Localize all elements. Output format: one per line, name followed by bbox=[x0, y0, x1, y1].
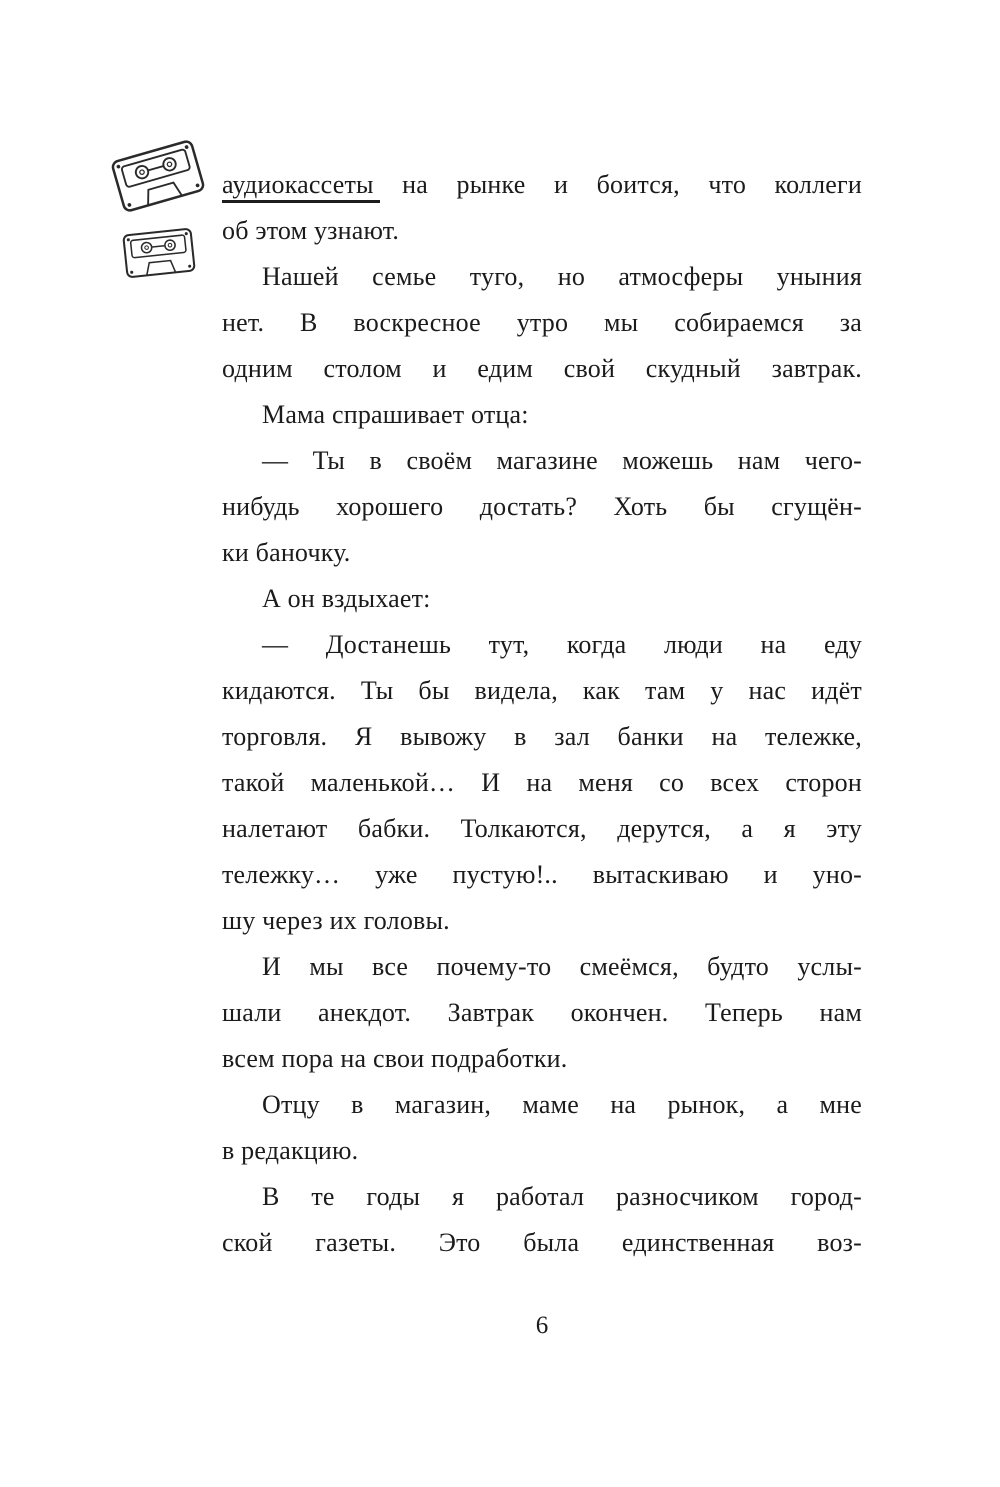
text-segment: ки баночку. bbox=[222, 538, 351, 567]
text-segment: Отцу в магазин, маме на рынок, а мне bbox=[262, 1090, 862, 1119]
text-segment: всем пора на свои подработки. bbox=[222, 1044, 568, 1073]
text-segment: такой маленькой… И на меня со всех сторон bbox=[222, 768, 862, 797]
text-segment: Нашей семье туго, но атмосферы уныния bbox=[262, 262, 862, 291]
cassette-tape-icon bbox=[118, 226, 200, 280]
text-segment: на рынке и боится, что коллеги bbox=[373, 170, 862, 199]
text-line bbox=[222, 1220, 862, 1266]
text-line bbox=[222, 392, 862, 438]
text-segment: об этом узнают. bbox=[222, 216, 400, 245]
text-segment: нет. В воскресное утро мы собираемся за bbox=[222, 308, 862, 337]
text-line bbox=[222, 622, 862, 668]
text-segment: — Ты в своём магазине можешь нам чего- bbox=[262, 446, 862, 475]
text-segment: шу через их головы. bbox=[222, 906, 450, 935]
text-segment: А он вздыхает: bbox=[262, 584, 431, 613]
text-segment: кидаются. Ты бы видела, как там у нас идёт bbox=[222, 676, 862, 705]
text-line bbox=[222, 714, 862, 760]
text-segment: Мама спрашивает отца: bbox=[262, 400, 529, 429]
text-segment: тележку… уже пустую!.. вытаскиваю и уно- bbox=[222, 860, 862, 889]
text-segment: И мы все почему-то смеёмся, будто услы- bbox=[262, 952, 862, 981]
text-segment: одним столом и едим свой скудный завтрак. bbox=[222, 354, 862, 383]
text-line bbox=[222, 806, 862, 852]
text-line bbox=[222, 438, 862, 484]
text-segment: шали анекдот. Завтрак окончен. Теперь нам bbox=[222, 998, 862, 1027]
text-line bbox=[222, 852, 862, 898]
text-line bbox=[222, 1082, 862, 1128]
text-line bbox=[222, 530, 862, 576]
text-segment: В те годы я работал разносчиком город- bbox=[262, 1182, 862, 1211]
text-segment: — Достанешь тут, когда люди на еду bbox=[262, 630, 862, 659]
text-line bbox=[222, 208, 862, 254]
text-line bbox=[222, 484, 862, 530]
text-line bbox=[222, 300, 862, 346]
text-line bbox=[222, 668, 862, 714]
text-line bbox=[222, 254, 862, 300]
text-segment: в редакцию. bbox=[222, 1136, 359, 1165]
text-line bbox=[222, 760, 862, 806]
text-line bbox=[222, 1036, 862, 1082]
text-segment: нибудь хорошего достать? Хоть бы сгущён- bbox=[222, 492, 862, 521]
text-line bbox=[222, 1128, 862, 1174]
text-line bbox=[222, 898, 862, 944]
cassette-tape-icon bbox=[108, 137, 208, 215]
page-number: 6 bbox=[535, 1312, 549, 1339]
text-segment: ской газеты. Это была единственная воз- bbox=[222, 1228, 862, 1257]
text-line bbox=[222, 1174, 862, 1220]
text-segment: торговля. Я вывожу в зал банки на тележке, bbox=[222, 722, 862, 751]
text-line bbox=[222, 576, 862, 622]
cassette-tape-illustration-bottom bbox=[118, 226, 200, 280]
text-line bbox=[222, 346, 862, 392]
text-line bbox=[222, 944, 862, 990]
text-segment: налетают бабки. Толкаются, дерутся, а я эту bbox=[222, 814, 862, 843]
text-line bbox=[222, 990, 862, 1036]
cassette-tape-illustration-top bbox=[108, 137, 208, 215]
body-text bbox=[222, 162, 862, 1266]
text-line bbox=[222, 162, 862, 208]
underlined-word: аудиокассеты bbox=[222, 170, 380, 203]
